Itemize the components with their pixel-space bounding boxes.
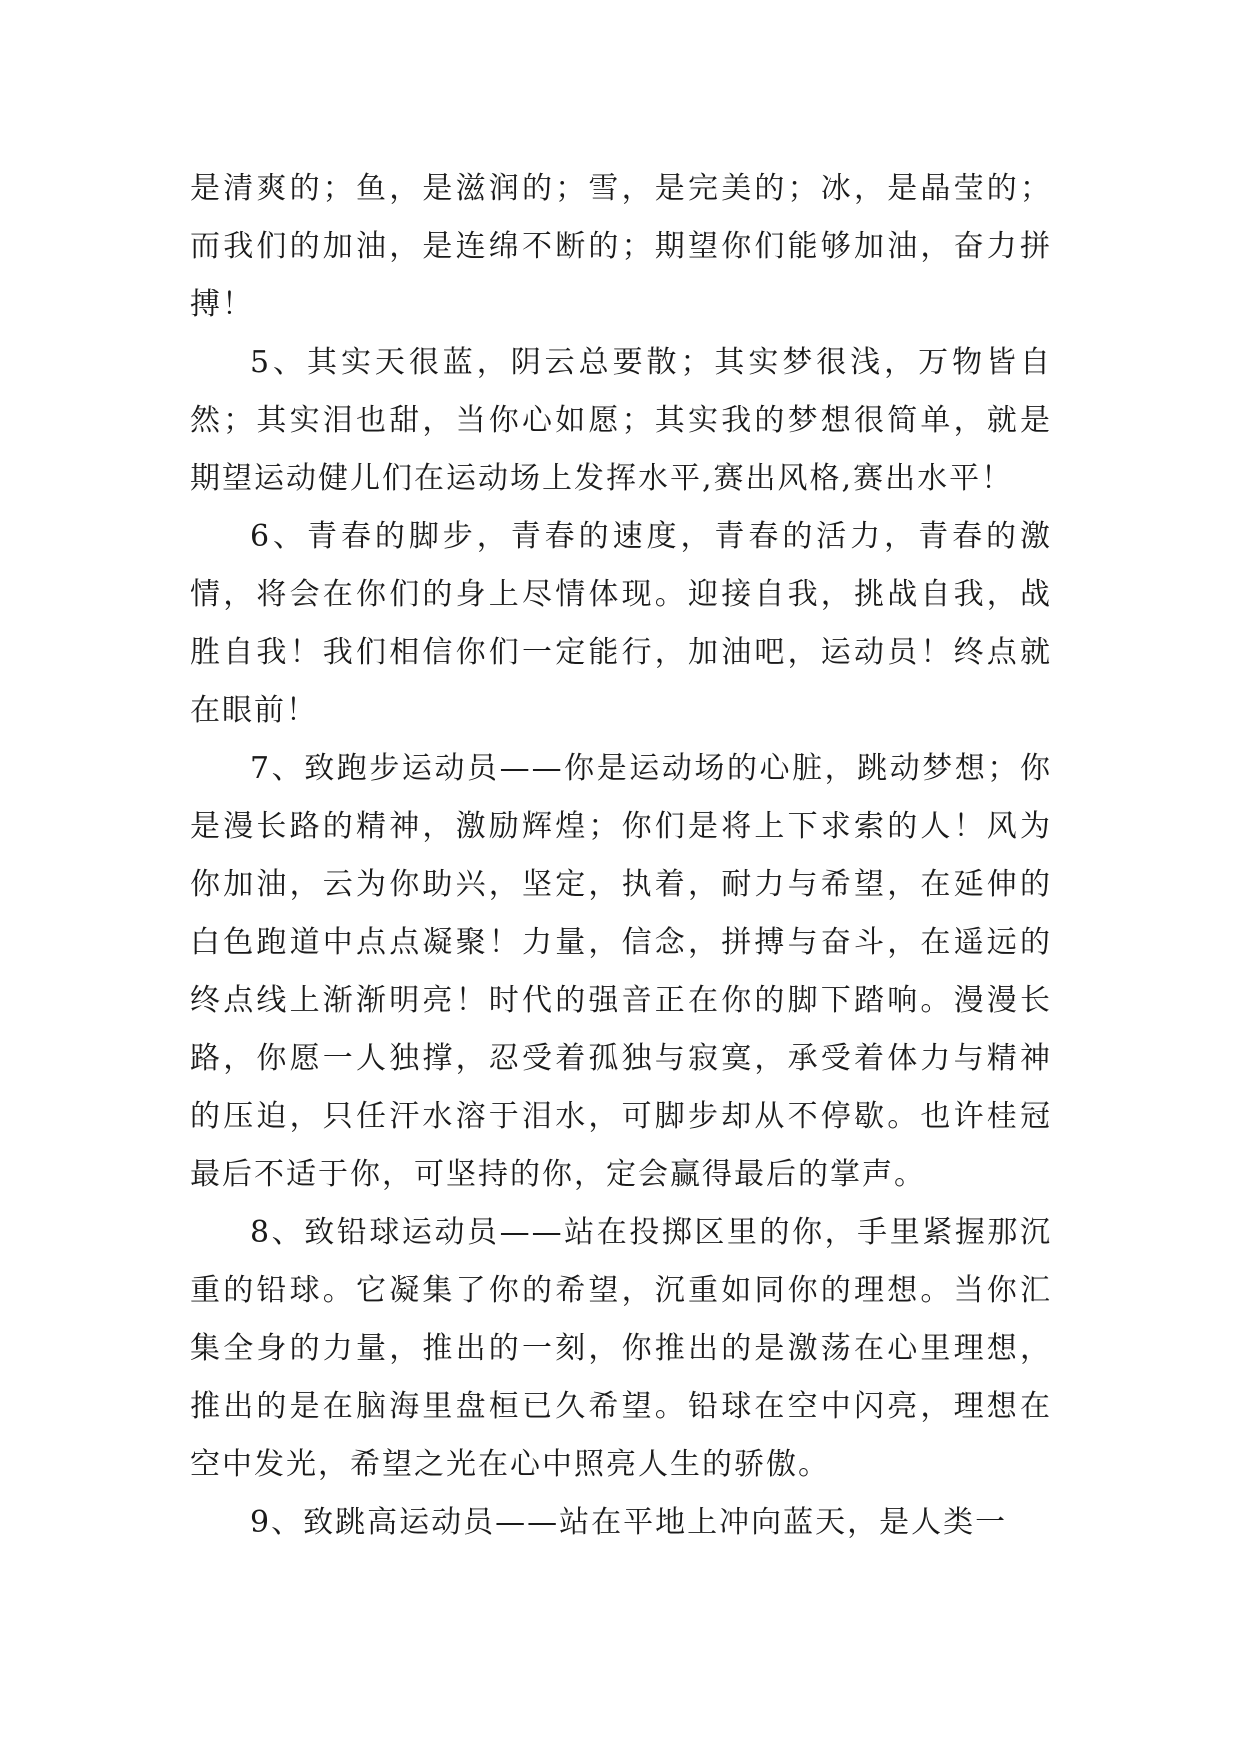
- paragraph-item-5: 5、其实天很蓝，阴云总要散；其实梦很浅，万物皆自然；其实泪也甜，当你心如愿；其实我的梦想很简单，就是期望运动健儿们在运动场上发挥水平,赛出风格,赛出水平！: [190, 345, 1052, 496]
- paragraph-item-7: 7、致跑步运动员——你是运动场的心脏，跳动梦想；你是漫长路的精神，激励辉煌；你们是将上下求索的人！风为你加油，云为你助兴，坚定，执着，耐力与希望，在延伸的白色跑道中点点凝聚！力量，信念，拼搏与奋斗，在遥远的终点线上渐渐明亮！时代的强音正在你的脚下踏响。漫漫长路，你愿一人独撑，忍受着孤独与寂寞，承受着体力与精神的压迫，只任汗水溶于泪水，可脚步却从不停歇。也许桂冠最后不适于你，可坚持的你，定会赢得最后的掌声。: [190, 751, 1052, 1192]
- paragraph-item-8: 8、致铅球运动员——站在投掷区里的你，手里紧握那沉重的铅球。它凝集了你的希望，沉重如同你的理想。当你汇集全身的力量，推出的一刻，你推出的是激荡在心里理想，推出的是在脑海里盘桓已久希望。铅球在空中闪亮，理想在空中发光，希望之光在心中照亮人生的骄傲。: [190, 1215, 1052, 1482]
- document-body: [190, 160, 1052, 1552]
- paragraph-item-6: 6、青春的脚步，青春的速度，青春的活力，青春的激情，将会在你们的身上尽情体现。迎接自我，挑战自我，战胜自我！我们相信你们一定能行，加油吧，运动员！终点就在眼前！: [190, 519, 1052, 728]
- paragraph-item-9: 9、致跳高运动员——站在平地上冲向蓝天，是人类一: [250, 1505, 1008, 1540]
- paragraph-1: 是清爽的；鱼，是滋润的；雪，是完美的；冰，是晶莹的；而我们的加油，是连绵不断的；期望你们能够加油，奋力拼搏！: [190, 171, 1052, 322]
